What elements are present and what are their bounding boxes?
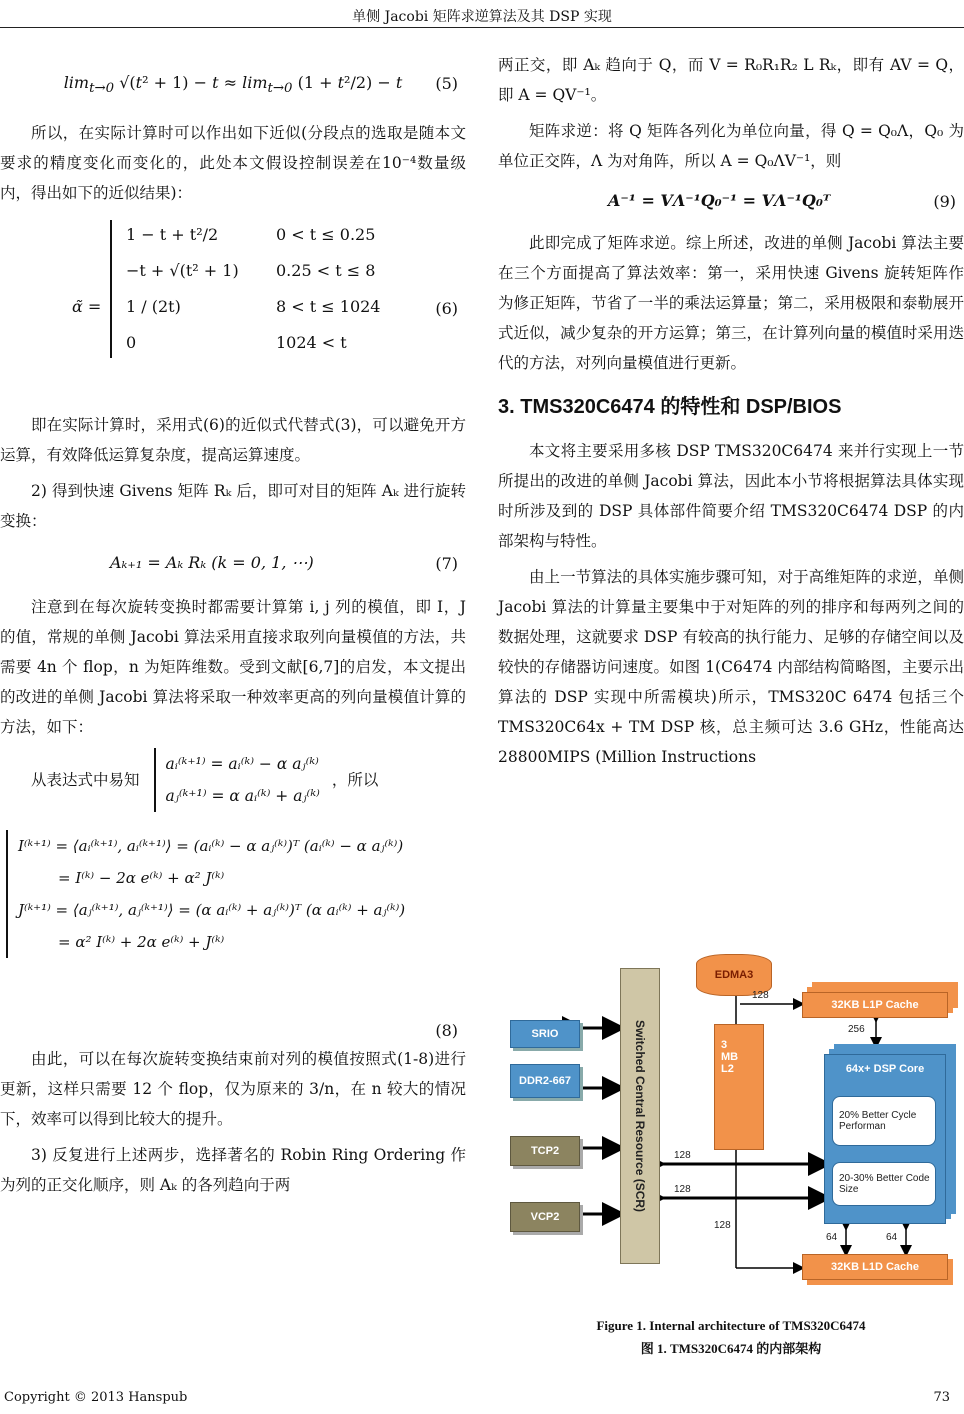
paragraph: 3) 反复进行上述两步，选择著名的 Robin Ring Ordering 作为列的正交化顺序，则 Aₖ 的各列趋向于两 bbox=[0, 1146, 466, 1194]
dsp-core-block: 64x+ DSP Core bbox=[824, 1054, 946, 1224]
sys-row: = I⁽ᵏ⁾ − 2α e⁽ᵏ⁾ + α² J⁽ᵏ⁾ bbox=[58, 869, 225, 887]
sys-row: aⱼ⁽ᵏ⁺¹⁾ = α aᵢ⁽ᵏ⁾ + aⱼ⁽ᵏ⁾ bbox=[165, 787, 320, 805]
paragraph: 即在实际计算时，采用式(6)的近似式代替式(3)，可以避免开方运算，有效降低运算复杂度，提高运算速度。 bbox=[0, 416, 466, 464]
case-cond: 1024 < t bbox=[276, 333, 347, 352]
eq7-expr: Aₖ₊₁ = Aₖ Rₖ (k = 0, 1, ⋯) bbox=[110, 553, 314, 572]
ddr2-block: DDR2-667 bbox=[510, 1064, 580, 1098]
code-size-note: 20-30% Better Code Size bbox=[832, 1162, 936, 1206]
sys-row: aᵢ⁽ᵏ⁺¹⁾ = aᵢ⁽ᵏ⁾ − α aⱼ⁽ᵏ⁾ bbox=[165, 755, 319, 773]
architecture-figure bbox=[506, 958, 962, 1308]
l1p-cache-block: 32KB L1P Cache bbox=[802, 992, 948, 1018]
text: 从表达式中易知 bbox=[31, 771, 140, 789]
running-header: 单侧 Jacobi 矩阵求逆算法及其 DSP 实现 bbox=[352, 9, 612, 25]
paragraph: 本文将主要采用多核 DSP TMS320C6474 来并行实现上一节所提出的改进的单侧 Jacobi 算法，因此本小节将根据算法具体实现时所涉及到的 DSP 具体部件简要介绍 TMS320C6474 DSP 的内部架构与特性。 bbox=[498, 442, 964, 550]
system-2 bbox=[6, 830, 466, 958]
srio-block: SRIO bbox=[510, 1020, 580, 1048]
case-expr: 1 − t + t²/2 bbox=[126, 225, 219, 244]
paragraph: 2) 得到快速 Givens 矩阵 Rₖ 后，即可对目的矩阵 Aₖ 进行旋转变换： bbox=[0, 482, 466, 530]
scr-block: Switched Central Resource (SCR) bbox=[620, 968, 660, 1264]
equation-5: $\lim_{t\to 0} √(t^2 + 1) - t \approx \lim_{t\to 0} (1 + t^2/2) - t$ (5) bbox=[0, 56, 466, 112]
sys-row: J⁽ᵏ⁺¹⁾ = ⟨aⱼ⁽ᵏ⁺¹⁾, aⱼ⁽ᵏ⁺¹⁾⟩ = (α aᵢ⁽ᵏ⁾ + aⱼ⁽ᵏ⁾)ᵀ (α aᵢ⁽ᵏ⁾ + aⱼ⁽ᵏ⁾) bbox=[18, 901, 406, 919]
left-column bbox=[0, 50, 466, 1206]
inline-system bbox=[0, 748, 466, 812]
piecewise-cases bbox=[110, 220, 426, 358]
l1d-cache-block: 32KB L1D Cache bbox=[802, 1254, 948, 1280]
eq6-number: (6) bbox=[435, 299, 458, 318]
paragraph: 由此，可以在每次旋转变换结束前对列的模值按照式(1-8)进行更新，这样只需要 12 个 flop，仅为原来的 3/n，在 n 较大的情况下，效率可以得到比较大的提升。 bbox=[0, 1050, 466, 1128]
bus-width-label: 128 bbox=[674, 1150, 691, 1161]
paragraph: 矩阵求逆：将 Q 矩阵各列化为单位向量，得 Q = Q₀Λ，Q₀ 为单位正交阵，Λ 为对角阵，所以 A = Q₀ΛV⁻¹，则 bbox=[498, 122, 964, 170]
eq9-expr: A⁻¹ = VΛ⁻¹Q₀⁻¹ = VΛ⁻¹Q₀ᵀ bbox=[608, 191, 831, 210]
case-expr: 1 / (2t) bbox=[126, 297, 181, 316]
section-heading: 3. TMS320C6474 的特性和 DSP/BIOS bbox=[498, 396, 842, 418]
edma3-block: EDMA3 bbox=[696, 954, 772, 996]
bus-width-label: 256 bbox=[848, 1024, 865, 1035]
bus-width-label: 64 bbox=[886, 1232, 898, 1243]
eq5-number: (5) bbox=[435, 74, 458, 93]
paragraph: 所以，在实际计算时可以作出如下近似(分段点的选取是随本文要求的精度变化而变化的，此处本文假设控制误差在10⁻⁴数量级内，得出如下的近似结果)： bbox=[0, 124, 466, 202]
l2-memory-block: 3 MB L2 bbox=[714, 1024, 764, 1150]
equation-6: α̃ = 1 − t + t²/2 0 < t ≤ 0.25 −t + √(t² + 1) 0.25 < t ≤ 8 1 / (2t) 8 < t ≤ 1024 0 1024 < t (6) bbox=[0, 214, 466, 404]
figure-caption-en: Figure 1. Internal architecture of TMS320C6474 bbox=[596, 1318, 866, 1333]
equation-8 bbox=[0, 830, 466, 1040]
eq9-number: (9) bbox=[933, 192, 956, 211]
page-number: 73 bbox=[933, 1390, 950, 1405]
vcp2-block: VCP2 bbox=[510, 1202, 580, 1232]
case-cond: 8 < t ≤ 1024 bbox=[276, 297, 381, 316]
bus-width-label: 128 bbox=[752, 990, 769, 1001]
right-column bbox=[498, 50, 964, 778]
figure-caption-cn: 图 1. TMS320C6474 的内部架构 bbox=[640, 1341, 822, 1356]
case-expr: −t + √(t² + 1) bbox=[126, 261, 239, 280]
equation-9 bbox=[498, 182, 964, 222]
cycle-performance-note: 20% Better Cycle Performan bbox=[832, 1096, 936, 1146]
eq7-number: (7) bbox=[435, 554, 458, 573]
header-rule bbox=[0, 27, 964, 28]
equation-7 bbox=[0, 542, 466, 586]
case-cond: 0.25 < t ≤ 8 bbox=[276, 261, 376, 280]
paragraph: 注意到在每次旋转变换时都需要计算第 i, j 列的模值，即 I，J 的值，常规的单侧 Jacobi 算法采用直接求取列向量模值的方法，共需要 4n 个 flop，n 为矩阵维数。受到文献[6,7]的启发，本文提出的改进的单侧 Jacobi 算法将采取一种效率更高的列向量模值计算的方法，如下： bbox=[0, 598, 466, 736]
paragraph: 两正交，即 Aₖ 趋向于 Q，而 V = R₀R₁R₂ L Rₖ，即有 AV = Q，即 A = QV⁻¹。 bbox=[498, 56, 964, 104]
paragraph: 此即完成了矩阵求逆。综上所述，改进的单侧 Jacobi 算法主要在三个方面提高了算法效率：第一，采用快速 Givens 旋转矩阵作为修正矩阵，节省了一半的乘法运算量；第二，采用极限和泰勒展开式近似，减少复杂的开方运算；第三，在计算列向量的模值时采用迭代的方法，对列向量模值进行更新。 bbox=[498, 234, 964, 372]
bus-width-label: 128 bbox=[714, 1220, 731, 1231]
system-1 bbox=[154, 748, 320, 812]
paragraph: 由上一节算法的具体实施步骤可知，对于高维矩阵的求逆，单侧 Jacobi 算法的计算量主要集中于对矩阵的列的排序和每两列之间的数据处理，这就要求 DSP 有较高的执行能力、足够的存储空间以及较快的存储器访问速度。如图 1(C6474 内部结构简略图，主要示出算法的 DSP 实现中所需模块)所示，TMS320C 6474 包括三个 TMS320C64x + TM DSP 核，总主频可达 3.6 GHz，性能高达 28800MIPS (Million Instructions bbox=[498, 568, 964, 766]
case-cond: 0 < t ≤ 0.25 bbox=[276, 225, 376, 244]
bus-width-label: 128 bbox=[674, 1184, 691, 1195]
sys-row: = α² I⁽ᵏ⁾ + 2α e⁽ᵏ⁾ + J⁽ᵏ⁾ bbox=[58, 933, 225, 951]
text: ，所以 bbox=[331, 771, 379, 789]
sys-row: I⁽ᵏ⁺¹⁾ = ⟨aᵢ⁽ᵏ⁺¹⁾, aᵢ⁽ᵏ⁺¹⁾⟩ = (aᵢ⁽ᵏ⁾ − α aⱼ⁽ᵏ⁾)ᵀ (aᵢ⁽ᵏ⁾ − α aⱼ⁽ᵏ⁾) bbox=[18, 837, 404, 855]
tcp2-block: TCP2 bbox=[510, 1136, 580, 1166]
eq8-number: (8) bbox=[435, 1021, 458, 1040]
case-expr: 0 bbox=[126, 333, 137, 352]
bus-width-label: 64 bbox=[826, 1232, 838, 1243]
copyright: Copyright © 2013 Hanspub bbox=[4, 1390, 188, 1405]
